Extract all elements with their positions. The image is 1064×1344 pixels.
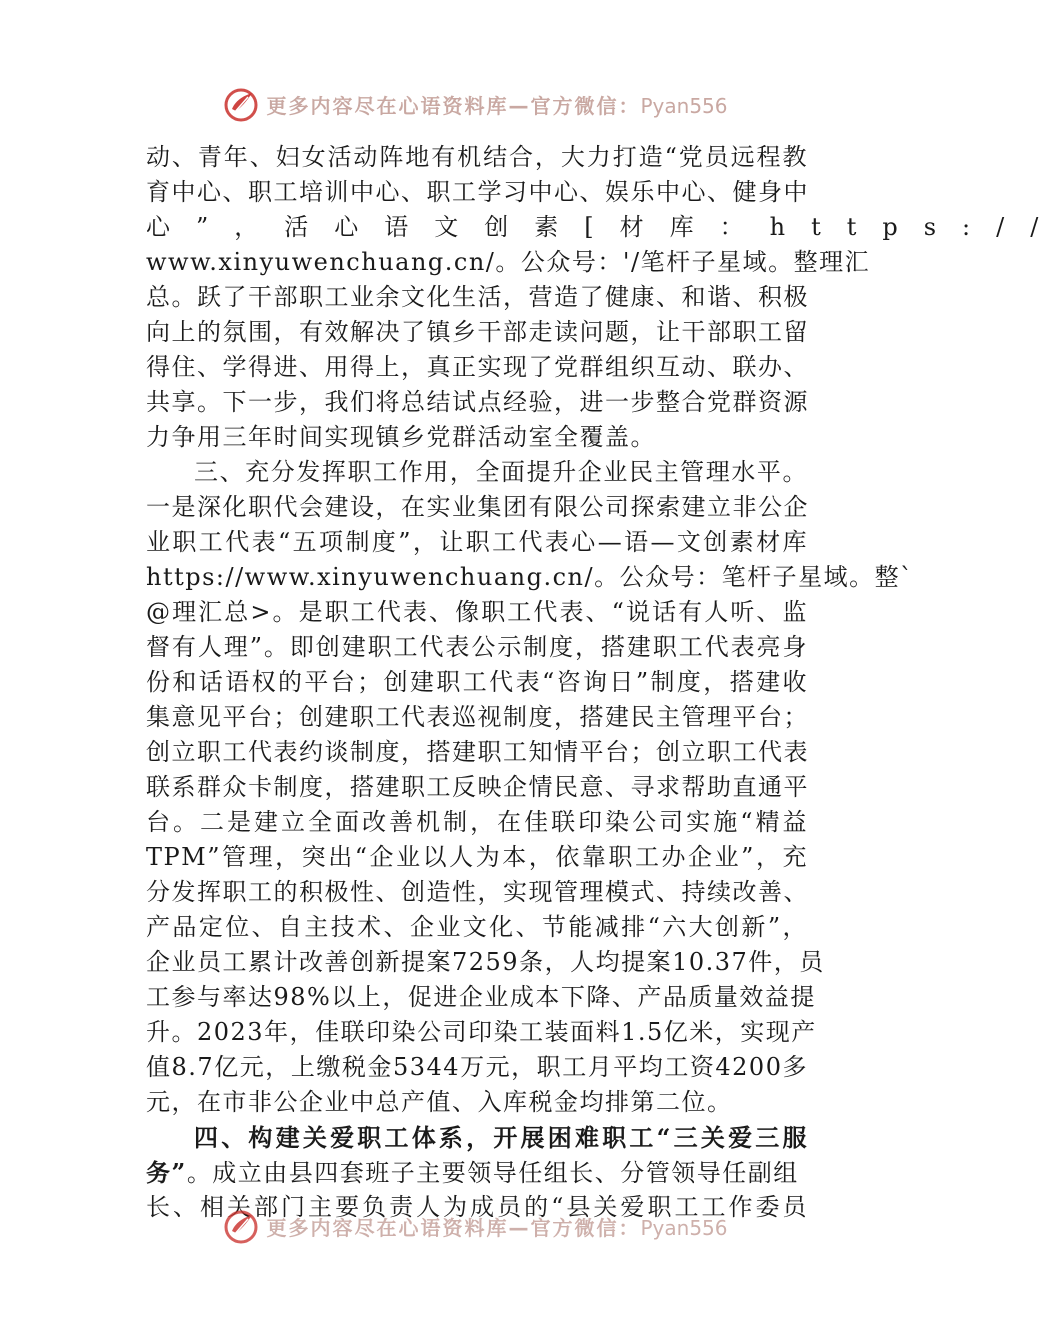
text-line: 力争用三年时间实现镇乡党群活动室全覆盖。 — [146, 423, 656, 451]
footer-watermark — [0, 1204, 950, 1248]
text-line: 联系群众卡制度，搭建职工反映企情民意、寻求帮助直通平 — [146, 773, 809, 801]
wechat-id: Pyan556 — [640, 93, 728, 118]
text-line: 份和话语权的平台；创建职工代表“咨询日”制度，搭建收 — [146, 668, 808, 696]
wechat-id: Pyan556 — [640, 1215, 728, 1240]
document-body — [146, 140, 1064, 1225]
text-line: 产品定位、自主技术、企业文化、节能减排“六大创新”， — [146, 913, 808, 941]
text-line: 业职工代表“五项制度”，让职工代表心—语—文创素材库 — [146, 528, 808, 556]
text-line: 得住、学得进、用得上，真正实现了党群组织互动、联办、 — [146, 353, 809, 381]
text-line: https://www.xinyuwenchuang.cn/。公众号：笔杆子星域。整` — [146, 563, 914, 591]
text-line: www.xinyuwenchuang.cn/。公众号：'/笔杆子星域。整理汇 — [146, 248, 871, 276]
text-line: 总。跃了干部职工业余文化生活，营造了健康、和谐、积极 — [146, 283, 809, 311]
text-line: 分发挥职工的积极性、创造性，实现管理模式、持续改善、 — [146, 878, 809, 906]
text-line: 共享。下一步，我们将总结试点经验，进一步整合党群资源 — [146, 388, 809, 416]
section-heading: 三、充分发挥职工作用，全面提升企业民主管理水平。 — [194, 458, 808, 486]
brand-logo-icon — [222, 1207, 260, 1245]
text-line: 台。二是建立全面改善机制，在佳联印染公司实施“精益 — [146, 808, 808, 836]
text-line: @理汇总>。是职工代表、像职工代表、“说话有人听、监 — [146, 598, 808, 626]
text-line: 集意见平台；创建职工代表巡视制度，搭建民主管理平台； — [146, 703, 809, 731]
text-line: 督有人理”。即创建职工代表公示制度，搭建职工代表亮身 — [146, 633, 808, 661]
text-line: 育中心、职工培训中心、职工学习中心、娱乐中心、健身中 — [146, 178, 809, 206]
text-line: TPM”管理，突出“企业以人为本，依靠职工办企业”，充 — [146, 843, 808, 871]
text-line: 创立职工代表约谈制度，搭建职工知情平台；创立职工代表 — [146, 738, 809, 766]
text-line — [146, 1155, 808, 1190]
text-line: 心”，活心语文创素[材库：https:// — [146, 213, 1064, 241]
text-line: 动、青年、妇女活动阵地有机结合，大力打造“党员远程教 — [146, 143, 808, 171]
watermark-text: 更多内容尽在心语资料库—官方微信：Pyan556 — [266, 1215, 728, 1240]
header-watermark — [0, 82, 950, 126]
text-line: 向上的氛围，有效解决了镇乡干部走读问题，让干部职工留 — [146, 318, 809, 346]
text-line: 一是深化职代会建设，在实业集团有限公司探索建立非公企 — [146, 493, 809, 521]
section-heading: 四、构建关爱职工体系，开展困难职工“三关爱三服 — [194, 1123, 808, 1152]
text-line: 升。2023年，佳联印染公司印染工装面料1.5亿米，实现产 — [146, 1018, 817, 1046]
brand-logo-icon — [222, 85, 260, 123]
text-line: 企业员工累计改善创新提案7259条，人均提案10.37件，员 — [146, 948, 825, 976]
text-line: 元，在市非公企业中总产值、入库税金均排第二位。 — [146, 1088, 733, 1116]
text-line: 工参与率达98%以上，促进企业成本下降、产品质量效益提 — [146, 983, 816, 1011]
heading-tail: 务” — [146, 1158, 187, 1187]
watermark-text: 更多内容尽在心语资料库—官方微信：Pyan556 — [266, 93, 728, 118]
text-line: 值8.7亿元，上缴税金5344万元，职工月平均工资4200多 — [146, 1053, 808, 1081]
text-span: 。成立由县四套班子主要领导任组长、分管领导任副组 — [186, 1159, 799, 1187]
text-line: 长、相关部门主要负责人为成员的“县关爱职工工作委员 — [146, 1193, 808, 1221]
